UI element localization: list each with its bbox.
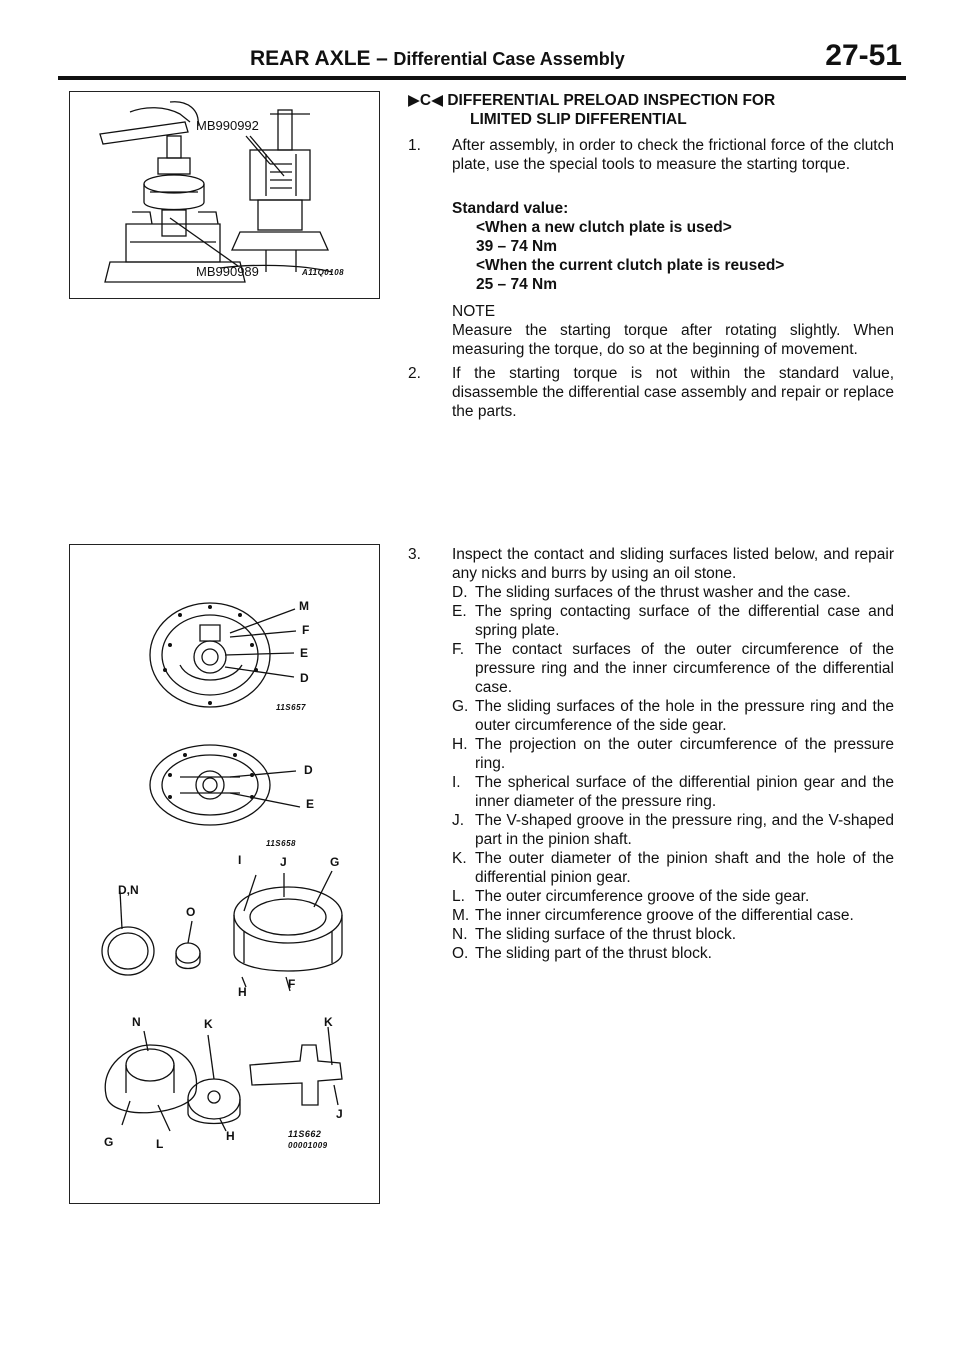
figure2-label-e-1: E xyxy=(300,646,309,660)
figure2-label-f-1: F xyxy=(302,623,310,637)
figure2-label-h-1: H xyxy=(238,985,247,999)
list-item: E. The spring contacting surface of the differential case and spring plate. xyxy=(452,603,894,639)
figure2-label-f-2: F xyxy=(288,977,296,991)
figure2-code-1: 11S657 xyxy=(276,703,306,712)
step-1-text: After assembly, in order to check the frictional force of the clutch plate, use the special tools to measure the starting torque. xyxy=(452,137,894,173)
header-rule xyxy=(58,76,906,80)
section-heading-line1: DIFFERENTIAL PRELOAD INSPECTION FOR xyxy=(447,92,776,109)
list-item: H. The projection on the outer circumference of the pressure ring. xyxy=(452,736,894,772)
step-2-number: 2. xyxy=(408,365,421,382)
header-title-main: REAR AXLE xyxy=(250,47,371,70)
page-header-title xyxy=(250,44,710,74)
figure2-label-j-1: J xyxy=(280,855,287,869)
figure2-label-h-2: H xyxy=(226,1129,235,1143)
list-item: I. The spherical surface of the differential pinion gear and the inner diameter of the pressure ring. xyxy=(452,774,894,810)
figure2-label-g-2: G xyxy=(104,1135,114,1149)
list-item: G. The sliding surfaces of the hole in the pressure ring and the outer circumference of the side gear. xyxy=(452,698,894,734)
figure1-code: A11Q0108 xyxy=(302,268,345,277)
figure2-label-n: N xyxy=(132,1015,141,1029)
list-item: M. The inner circumference groove of the differential case. xyxy=(452,907,854,924)
figure2-label-j-2: J xyxy=(336,1107,343,1121)
figure2-label-k-2: K xyxy=(324,1015,333,1029)
figure1-label-top: MB990992 xyxy=(196,118,259,133)
list-item: N. The sliding surface of the thrust block. xyxy=(452,926,737,943)
list-item: O. The sliding part of the thrust block. xyxy=(452,945,712,962)
figure-special-tools xyxy=(69,91,380,299)
section-heading-line2: LIMITED SLIP DIFFERENTIAL xyxy=(470,111,687,128)
list-item: J. The V-shaped groove in the pressure ring, and the V-shaped part in the pinion shaft. xyxy=(452,812,894,848)
list-item: F. The contact surfaces of the outer circumference of the pressure ring and the inner circumference of the differential case. xyxy=(452,641,894,696)
figure-inspection-parts-drawing xyxy=(70,545,379,1203)
figure-inspection-parts xyxy=(69,544,380,1204)
list-item: D. The sliding surfaces of the thrust washer and the case. xyxy=(452,584,851,601)
condition-new-plate: <When a new clutch plate is used> xyxy=(476,219,732,236)
list-item: K. The outer diameter of the pinion shaft and the hole of the differential pinion gear. xyxy=(452,850,894,886)
step-3-text: Inspect the contact and sliding surfaces listed below, and repair any nicks and burrs by using an oil stone. xyxy=(452,546,894,582)
value-new-plate: 39 – 74 Nm xyxy=(476,238,557,255)
step-3-number: 3. xyxy=(408,546,421,563)
figure2-code-2: 11S658 xyxy=(266,839,296,848)
list-item: L. The outer circumference groove of the side gear. xyxy=(452,888,810,905)
header-title-sub: Differential Case Assembly xyxy=(393,49,625,69)
figure2-label-dn: D,N xyxy=(118,883,139,897)
figure2-label-g-1: G xyxy=(330,855,340,869)
figure2-code-3: 11S662 xyxy=(288,1129,322,1139)
step-1 xyxy=(408,136,894,174)
value-reused-plate: 25 – 74 Nm xyxy=(476,276,557,293)
step-2 xyxy=(408,364,894,421)
note-text: Measure the starting torque after rotating slightly. When measuring the torque, do so at the beginning of movement. xyxy=(452,322,894,358)
header-title-separator: – xyxy=(376,47,388,70)
figure2-label-k-1: K xyxy=(204,1017,213,1031)
figure2-label-o: O xyxy=(186,905,196,919)
figure1-label-bottom: MB990989 xyxy=(196,264,259,279)
figure2-label-d-2: D xyxy=(304,763,313,777)
standard-value-label: Standard value: xyxy=(452,200,569,217)
section-heading xyxy=(408,91,908,129)
step-2-text: If the starting torque is not within the standard value, disassemble the differential case assembly and repair or replace the parts. xyxy=(452,365,894,420)
condition-reused-plate: <When the current clutch plate is reused> xyxy=(476,257,785,274)
figure2-label-d-1: D xyxy=(300,671,309,685)
step-3 xyxy=(408,545,894,583)
figure2-label-l: L xyxy=(156,1137,164,1151)
section-marker: ▶C◀ xyxy=(408,92,444,109)
inspection-list xyxy=(452,583,894,963)
figure2-label-i: I xyxy=(238,853,242,867)
note-label: NOTE xyxy=(452,303,496,320)
step-1-number: 1. xyxy=(408,137,421,154)
figure2-label-m: M xyxy=(299,599,309,613)
figure2-code-4: 00001009 xyxy=(288,1141,328,1150)
figure2-label-e-2: E xyxy=(306,797,315,811)
page-number: 27-51 xyxy=(825,39,902,72)
